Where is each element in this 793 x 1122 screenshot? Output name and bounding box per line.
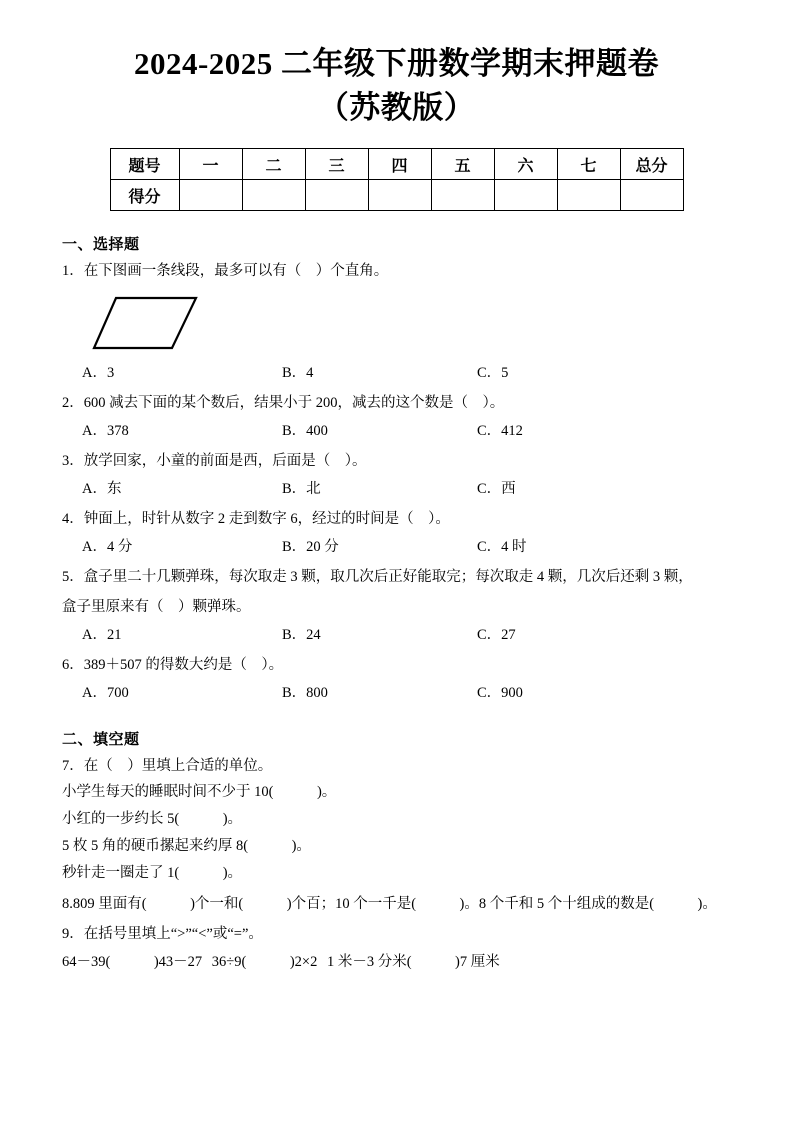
question-7-line-3[interactable]: 5 枚 5 角的硬币摞起来约厚 8( )。 [62, 838, 311, 854]
score-cell-2[interactable] [242, 180, 305, 211]
option-c[interactable]: C．27 [477, 627, 516, 643]
score-table-col-total: 总分 [620, 149, 683, 180]
option-a[interactable]: A．700 [82, 685, 129, 701]
score-cell-4[interactable] [368, 180, 431, 211]
page-title [62, 42, 731, 130]
question-7-line-1[interactable]: 小学生每天的睡眠时间不少于 10( )。 [62, 784, 337, 800]
question-9-text: 9．在括号里填上“>”“<”或“=”。 [62, 926, 263, 942]
option-a[interactable]: A．378 [82, 423, 129, 439]
option-a[interactable]: A．东 [82, 481, 122, 497]
option-b[interactable]: B．24 [282, 627, 321, 643]
question-1-text: 1．在下图画一条线段，最多可以有（ ）个直角。 [62, 263, 389, 279]
score-cell-total[interactable] [620, 180, 683, 211]
score-cell-3[interactable] [305, 180, 368, 211]
option-b[interactable]: B．800 [282, 685, 328, 701]
question-6-text: 6．389＋507 的得数大约是（ ）。 [62, 657, 284, 673]
page-title-line2: （苏教版） [317, 90, 476, 125]
question-6-options [62, 680, 731, 706]
option-c[interactable]: C．900 [477, 685, 523, 701]
parallelogram-figure [92, 292, 731, 354]
option-a[interactable]: A．4 分 [82, 539, 133, 555]
compare-item-2[interactable]: 36÷9( )2×2 [211, 954, 318, 970]
score-table-col-2: 二 [242, 149, 305, 180]
score-cell-1[interactable] [179, 180, 242, 211]
option-c[interactable]: C．412 [477, 423, 523, 439]
option-c[interactable]: C．5 [477, 365, 509, 381]
parallelogram-icon [92, 292, 202, 354]
score-cell-7[interactable] [557, 180, 620, 211]
score-table-col-3: 三 [305, 149, 368, 180]
question-2-text: 2．600 减去下面的某个数后，结果小于 200，减去的这个数是（ ）。 [62, 395, 505, 411]
question-9-compare-row [62, 949, 731, 976]
question-5-text: 5．盒子里二十几颗弹珠，每次取走 3 颗，取几次后正好能取完；每次取走 4 颗，几次后还剩 3 颗， [62, 569, 693, 585]
question-7-text: 7．在（ ）里填上合适的单位。 [62, 758, 273, 774]
question-4-text: 4．钟面上，时针从数字 2 走到数字 6，经过的时间是（ ）。 [62, 511, 450, 527]
question-3-text: 3．放学回家，小童的前面是西，后面是（ ）。 [62, 453, 367, 469]
score-table-col-7: 七 [557, 149, 620, 180]
compare-item-1[interactable]: 64－39( )43－27 [62, 954, 203, 970]
score-table [110, 148, 684, 211]
page-title-line1: 2024-2025 二年级下册数学期末押题卷 [133, 46, 660, 81]
question-7-line-4[interactable]: 秒针走一圈走了 1( )。 [62, 865, 243, 881]
score-table-wrapper [62, 148, 731, 211]
score-table-row-label: 题号 [110, 149, 179, 180]
question-3-options [62, 476, 731, 502]
score-cell-5[interactable] [431, 180, 494, 211]
option-b[interactable]: B．北 [282, 481, 321, 497]
question-7-line-2[interactable]: 小红的一步约长 5( )。 [62, 811, 243, 827]
section-heading-choice: 一、选择题 [62, 237, 140, 253]
score-cell-6[interactable] [494, 180, 557, 211]
table-row [110, 149, 683, 180]
question-2-options [62, 418, 731, 444]
compare-item-3[interactable]: 1 米－3 分米( )7 厘米 [326, 954, 500, 970]
option-b[interactable]: B．4 [282, 365, 314, 381]
question-4-options [62, 534, 731, 560]
option-b[interactable]: B．400 [282, 423, 328, 439]
score-table-col-5: 五 [431, 149, 494, 180]
question-8-text[interactable]: 8.809 里面有( )个一和( )个百；10 个一千是( )。8 个千和 5 个十组成的数是( )。 [62, 896, 717, 912]
option-c[interactable]: C．4 时 [477, 539, 527, 555]
table-row [110, 180, 683, 211]
question-5-text-cont: 盒子里原来有（ ）颗弹珠。 [62, 599, 251, 615]
score-table-col-6: 六 [494, 149, 557, 180]
question-7-sublines [62, 779, 731, 887]
score-table-col-4: 四 [368, 149, 431, 180]
option-b[interactable]: B．20 分 [282, 539, 339, 555]
section-heading-fill: 二、填空题 [62, 732, 140, 748]
option-a[interactable]: A．3 [82, 365, 115, 381]
score-table-col-1: 一 [179, 149, 242, 180]
option-c[interactable]: C．西 [477, 481, 516, 497]
option-a[interactable]: A．21 [82, 627, 122, 643]
question-1-options [62, 360, 731, 386]
question-5-options [62, 622, 731, 648]
score-table-score-label: 得分 [110, 180, 179, 211]
